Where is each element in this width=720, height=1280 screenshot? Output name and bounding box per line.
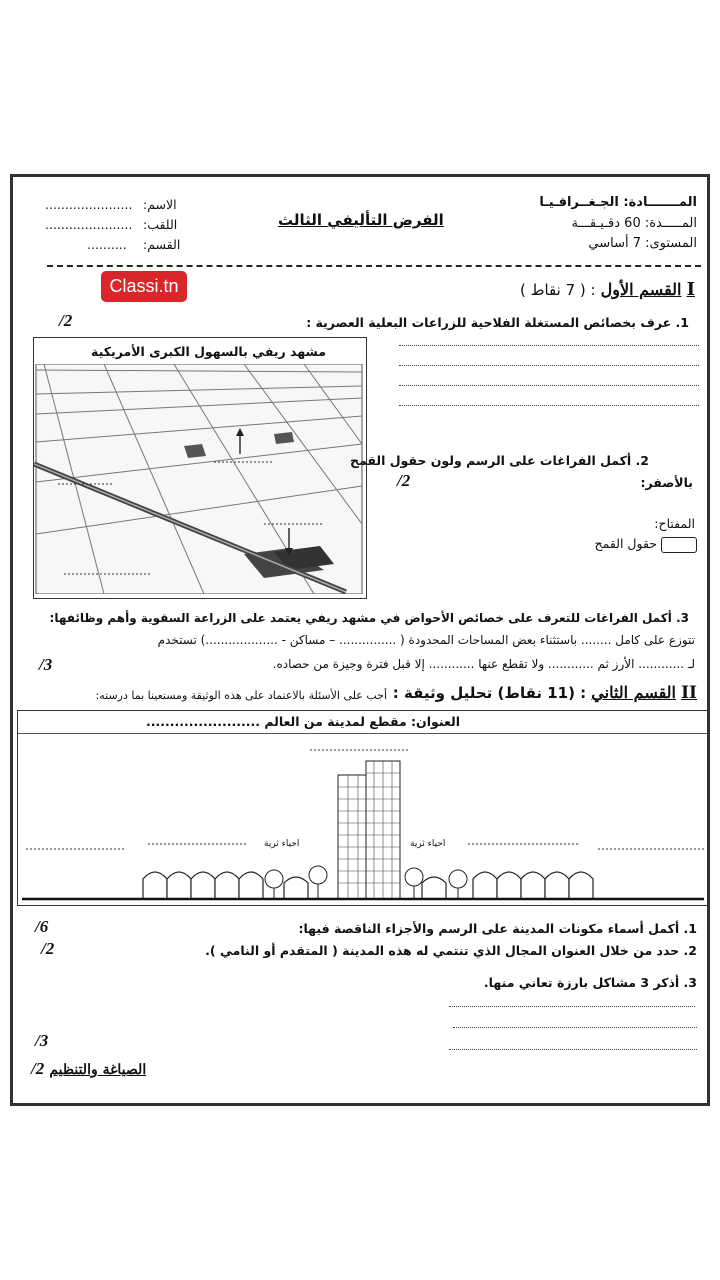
- header-divider: [47, 265, 701, 267]
- subject-label: المـــــــادة: الجـغــرافـيـا: [539, 195, 697, 210]
- rich-quarter-label-right: احياء ثرية: [410, 839, 446, 849]
- p1-q3-line3: لـ ............ الأرز ثم ............ ولا تقطع عنها ............ إلا قبل فترة وجيزة من حصاده.: [272, 657, 695, 671]
- surname-label: اللقب:: [143, 217, 178, 232]
- part2-heading: [393, 683, 697, 703]
- answer-line[interactable]: [449, 1006, 695, 1007]
- p2-q3-text: 3. أذكر 3 مشاكل بارزة تعاني منها.: [483, 975, 697, 990]
- part2-points: : (11 نقاط) تحليل وثيقة :: [392, 684, 587, 702]
- exam-sheet: [10, 174, 710, 1106]
- name-dots[interactable]: ......................: [45, 197, 133, 212]
- part1-points: : ( 7 نقاط ): [519, 281, 596, 299]
- part2-instruction: أجب على الأسئلة بالاعتماد على هذه الوثيقة ومستعينا بما درسته:: [95, 689, 387, 702]
- figure-title-rule: [18, 733, 708, 734]
- city-drawing: [18, 735, 706, 903]
- city-figure-title: العنوان: مقطع لمدينة من العالم ........................: [146, 714, 460, 729]
- p1-q2-line2: بالأصفر:: [640, 475, 693, 490]
- classi-logo: Classi.tn: [101, 271, 187, 302]
- p1-q3-score: /3: [39, 655, 53, 674]
- p1-q2-score: /2: [397, 471, 411, 490]
- key-item: حقول القمح: [594, 536, 657, 551]
- surname-dots[interactable]: ......................: [45, 217, 133, 232]
- p1-q3-line2: تتوزع على كامل ........ باستثناء بعض المساحات المحدودة ( ............... – مساكن - ...................) تستخدم: [157, 633, 695, 647]
- key-swatch[interactable]: [661, 537, 697, 553]
- city-section-figure: [17, 710, 709, 906]
- p1-q2-line1: 2. أكمل الفراغات على الرسم ولون حقول القمح: [350, 453, 649, 468]
- name-label: الاسم:: [143, 197, 177, 212]
- part2-title: القسم الثاني: [591, 683, 676, 702]
- class-label: القسم:: [143, 237, 181, 252]
- rich-quarter-label-left: احياء ثرية: [264, 839, 300, 849]
- exam-title: الفرض التأليفي الثالث: [278, 211, 444, 229]
- answer-line[interactable]: [453, 1027, 697, 1028]
- answer-line[interactable]: [399, 405, 699, 406]
- p2-q2-score: /2: [41, 939, 55, 958]
- answer-line[interactable]: [399, 385, 699, 386]
- answer-line[interactable]: [399, 345, 699, 346]
- answer-line[interactable]: [399, 365, 699, 366]
- p1-q1-text: 1. عرف بخصائص المستغلة الفلاحية للزراعات البعلية العصرية :: [306, 315, 689, 330]
- p2-q1-text: 1. أكمل أسماء مكونات المدينة على الرسم والأجزاء الناقصة فيها:: [298, 921, 697, 936]
- answer-line[interactable]: [449, 1049, 697, 1050]
- figure-caption: مشهد ريفي بالسهول الكبرى الأمريكية: [91, 344, 326, 359]
- part2-numeral: II: [681, 683, 697, 703]
- footer-label: الصياغة والتنظيم: [49, 1062, 147, 1078]
- key-label: المفتاح:: [654, 516, 695, 531]
- landscape-drawing: [34, 364, 364, 594]
- level-label: المستوى: 7 أساسي: [588, 236, 697, 251]
- p2-q3-score: /3: [35, 1031, 49, 1050]
- p1-q3-line1: 3. أكمل الفراغات للتعرف على خصائص الأحواض في مشهد ريفي يعتمد على الزراعة السقوية وأهم وظائفها:: [49, 611, 689, 625]
- class-dots[interactable]: ..........: [87, 237, 127, 252]
- p2-q1-score: /6: [35, 917, 49, 936]
- footer-score: /2: [31, 1059, 45, 1078]
- duration-label: المـــــدة: 60 دقـيـقـــة: [571, 216, 697, 231]
- p1-q1-score: /2: [59, 311, 73, 330]
- rural-landscape-figure: [33, 337, 367, 599]
- part1-numeral: I: [686, 279, 695, 300]
- footer: [31, 1059, 146, 1079]
- part1-title: القسم الأول: [600, 280, 682, 299]
- part1-heading: [520, 279, 695, 300]
- p2-q2-text: 2. حدد من خلال العنوان المجال الذي تنتمي له هذه المدينة ( المتقدم أو النامي ).: [205, 943, 697, 958]
